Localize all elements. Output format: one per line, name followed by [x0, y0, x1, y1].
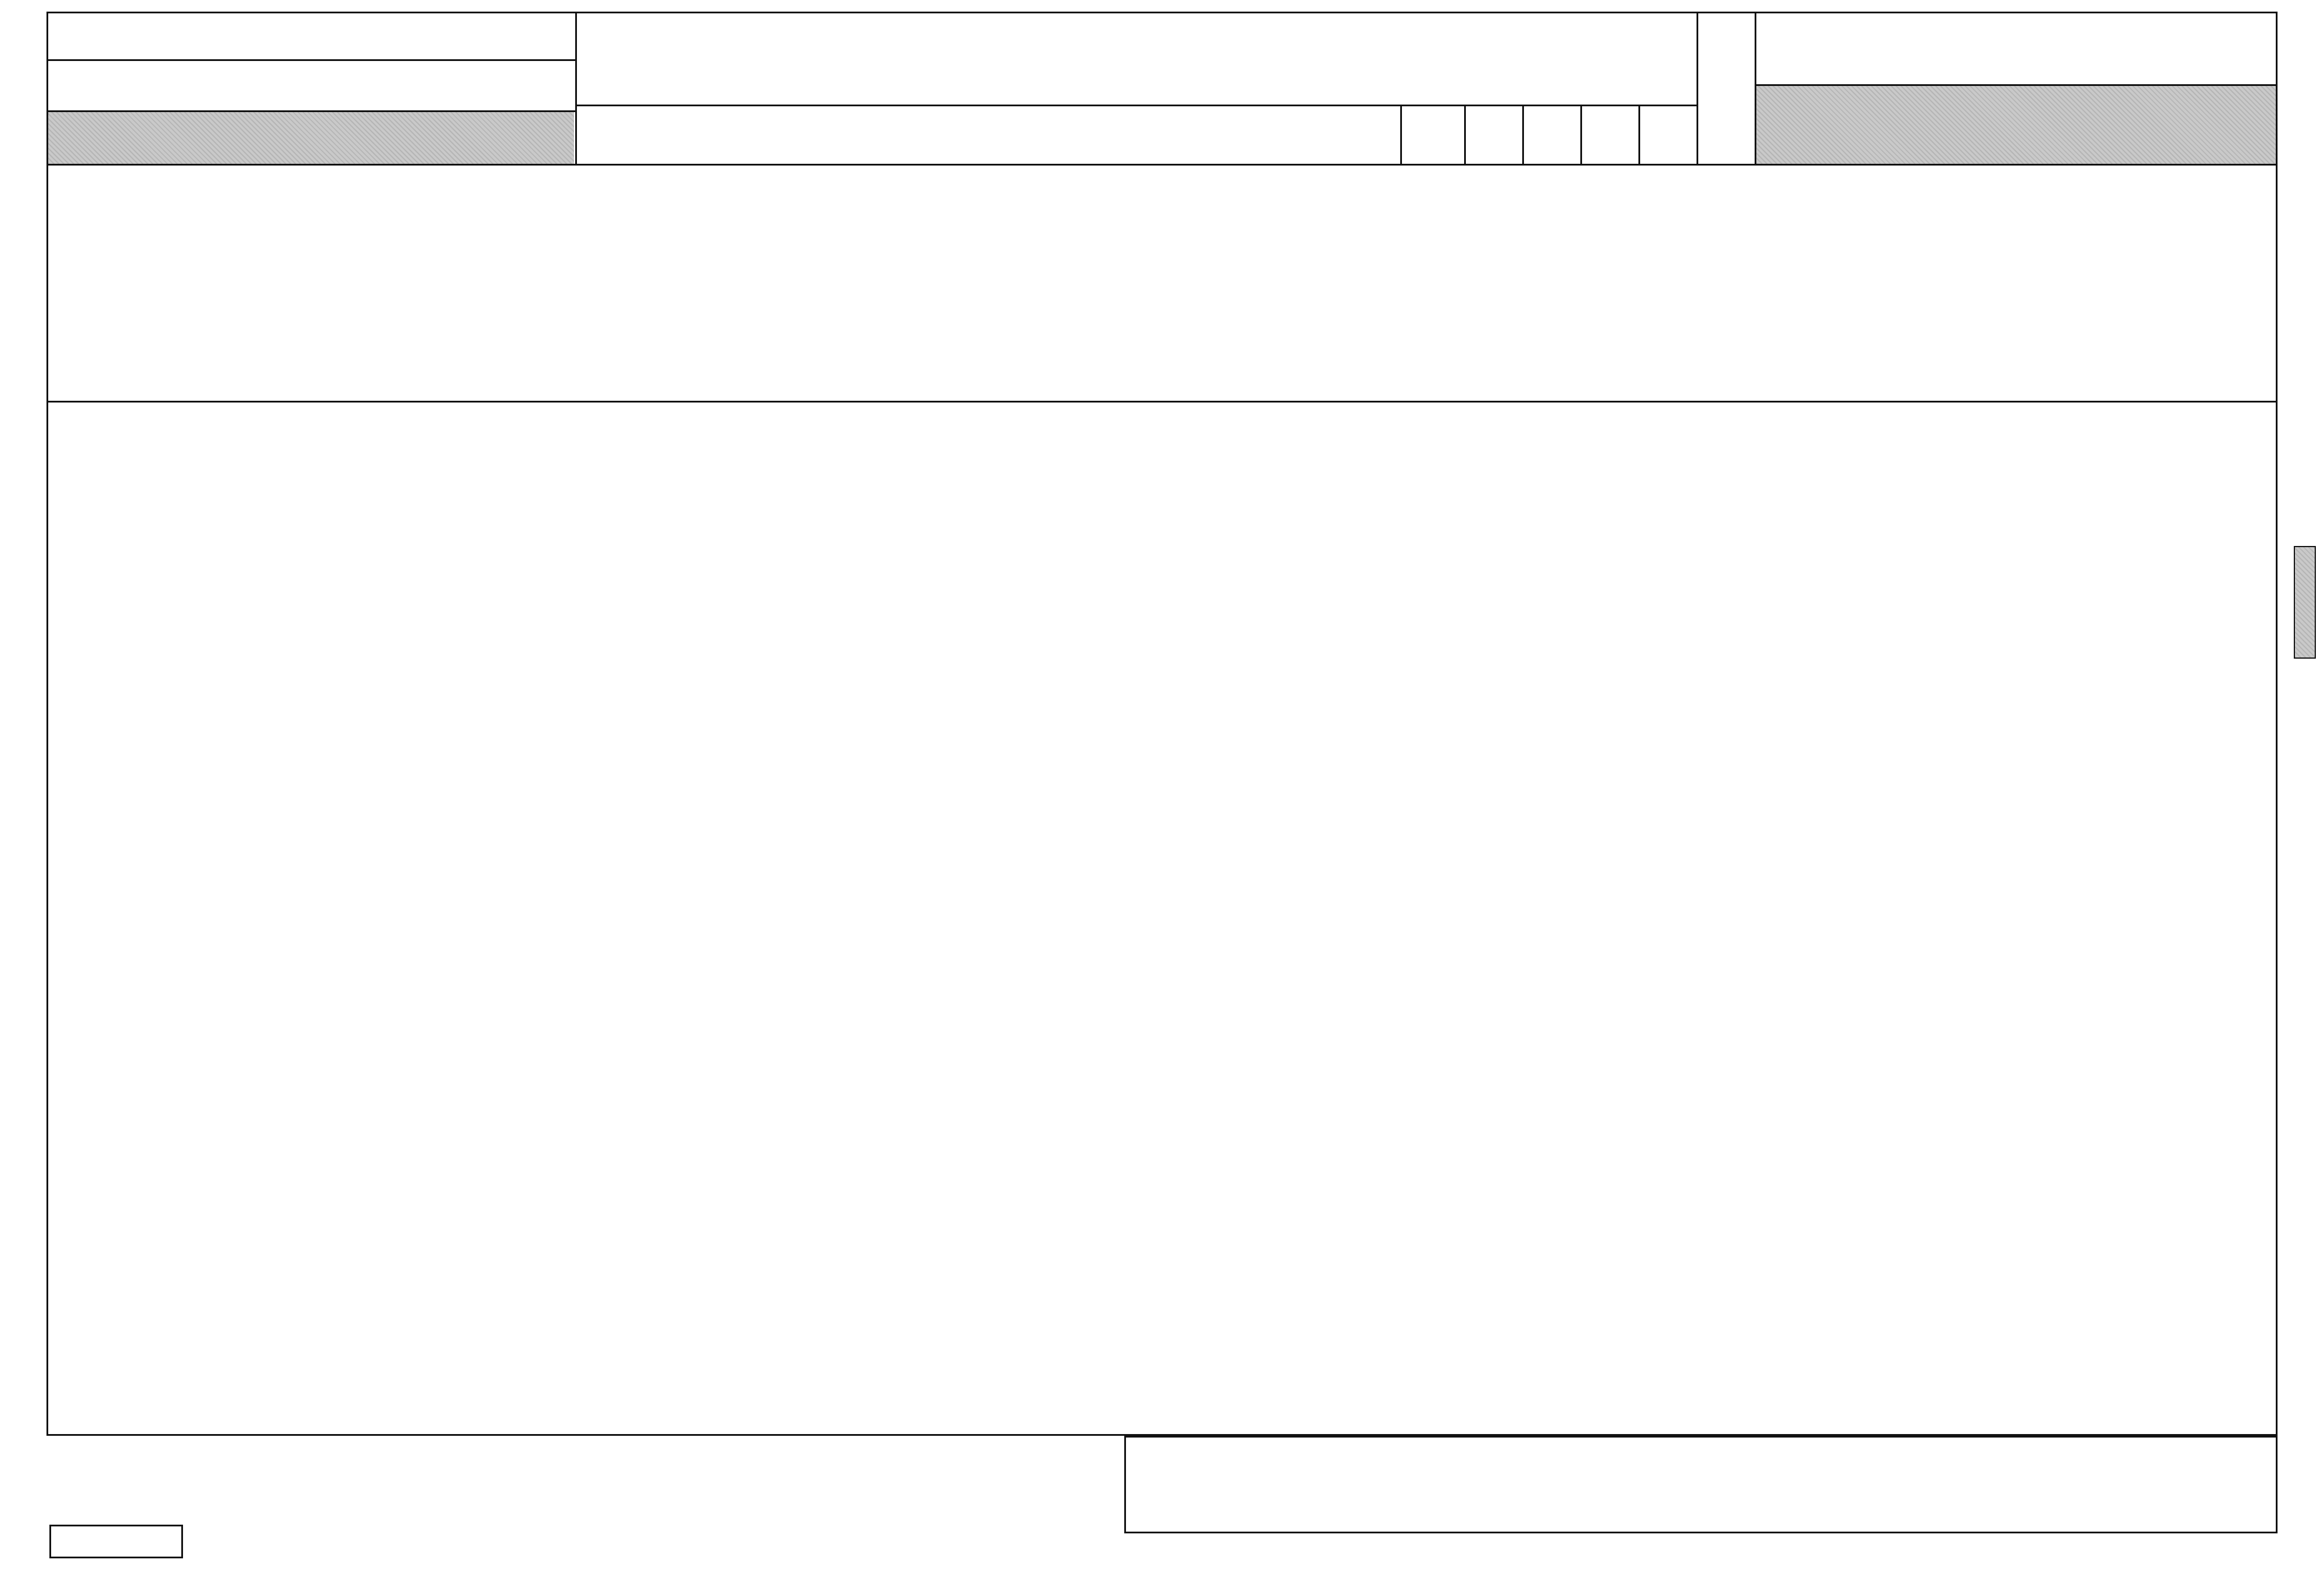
calle-input[interactable]	[581, 73, 1685, 102]
entidad-shaded	[48, 112, 574, 164]
municipio-field[interactable]	[174, 63, 569, 107]
anverso-badge	[49, 1525, 183, 1558]
main-table	[46, 164, 2278, 1436]
right-side-shade-bar	[2294, 546, 2316, 659]
colonia-input[interactable]	[581, 131, 1394, 163]
aprobacion-box	[1124, 1436, 2278, 1533]
provincia-field[interactable]	[174, 16, 569, 56]
codes-shaded-row	[1756, 86, 2276, 164]
